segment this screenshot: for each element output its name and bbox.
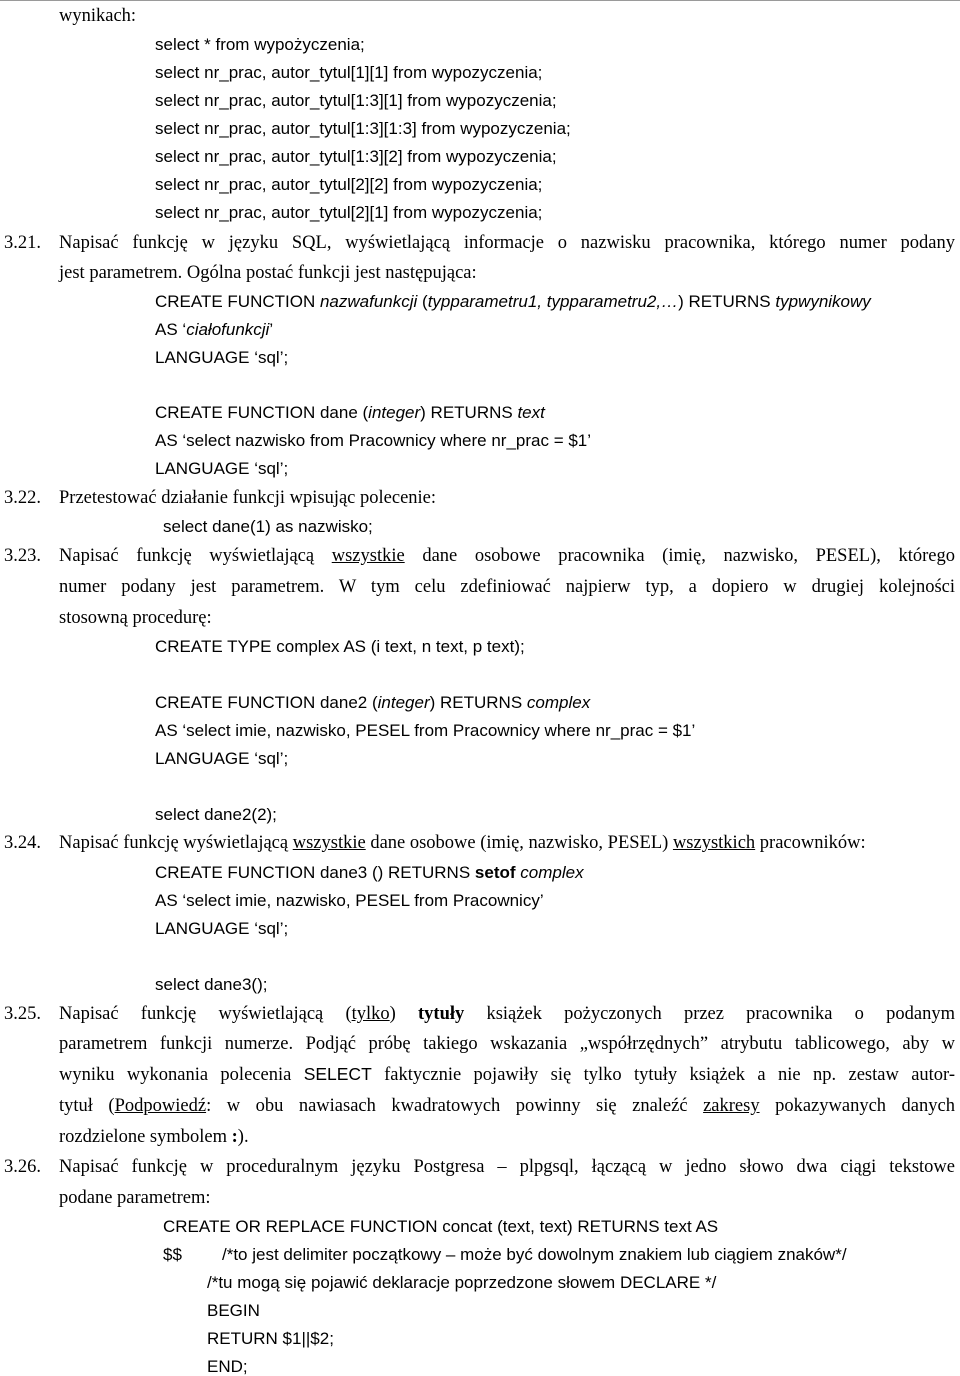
exercise-number: 3.21.: [4, 233, 41, 253]
code-line: END;: [207, 1357, 248, 1376]
exercise-text: Napisać funkcję wyświetlającą wszystkie dane osobowe pracownika (imię, nazwisko, PESEL), którego: [59, 546, 955, 566]
query-line: select * from wypożyczenia;: [155, 35, 365, 54]
exercise-number: 3.25.: [4, 1004, 41, 1024]
exercise-text: numer podany jest parametrem. W tym celu zdefiniować najpierw typ, a dopiero w drugiej kolejności: [59, 577, 955, 597]
code-line: AS ‘select imie, nazwisko, PESEL from Pracownicy’: [155, 891, 544, 910]
query-line: select nr_prac, autor_tytul[1:3][1] from wypozyczenia;: [155, 91, 557, 110]
query-line: select nr_prac, autor_tytul[2][1] from wypozyczenia;: [155, 203, 543, 222]
code-line: AS ‘select imie, nazwisko, PESEL from Pracownicy where nr_prac = $1’: [155, 721, 696, 740]
code-line: $$: [163, 1245, 182, 1264]
code-line: BEGIN: [207, 1301, 260, 1320]
exercise-text: Napisać funkcję wyświetlającą (tylko) tytuły książek pożyczonych przez pracownika o podanym: [59, 1004, 955, 1024]
query-line: select nr_prac, autor_tytul[1][1] from wypozyczenia;: [155, 63, 543, 82]
exercise-number: 3.24.: [4, 833, 41, 853]
code-line: CREATE FUNCTION dane3 () RETURNS setof complex: [155, 863, 584, 882]
query-line: select nr_prac, autor_tytul[1:3][2] from wypozyczenia;: [155, 147, 557, 166]
exercise-text: tytuł (Podpowiedź: w obu nawiasach kwadratowych powinny się znaleźć zakresy pokazywanych danych: [59, 1096, 955, 1116]
exercise-text: podane parametrem:: [59, 1188, 211, 1208]
exercise-text: Przetestować działanie funkcji wpisując polecenie:: [59, 488, 437, 508]
code-line: AS ‘ciałofunkcji’: [155, 320, 274, 339]
code-line: LANGUAGE ‘sql’;: [155, 919, 289, 938]
exercise-number: 3.23.: [4, 546, 41, 566]
exercise-text: stosowną procedurę:: [59, 608, 212, 628]
code-line: CREATE TYPE complex AS (i text, n text, p text);: [155, 637, 525, 656]
code-line: RETURN $1||$2;: [207, 1329, 334, 1348]
code-line: CREATE OR REPLACE FUNCTION concat (text, text) RETURNS text AS: [163, 1217, 719, 1236]
code-line: CREATE FUNCTION dane (integer) RETURNS text: [155, 403, 545, 422]
top-rule: [0, 0, 960, 1]
code-comment: /*to jest delimiter początkowy – może być dowolnym znakiem lub ciągiem znaków*/: [222, 1245, 847, 1264]
exercise-text: Napisać funkcję w języku SQL, wyświetlającą informacje o nazwisku pracownika, którego numer podany: [59, 233, 955, 253]
code-line: select dane3();: [155, 975, 268, 994]
query-line: select nr_prac, autor_tytul[2][2] from wypozyczenia;: [155, 175, 543, 194]
exercise-text: Napisać funkcję w proceduralnym języku Postgresa – plpgsql, łączącą w jedno słowo dwa ciągi tekstowe: [59, 1157, 955, 1177]
intro-text: wynikach:: [59, 6, 137, 26]
exercise-text: wyniku wykonania polecenia SELECT faktycznie pojawiły się tylko tytuły książek a nie np. zestaw autor-: [59, 1064, 955, 1085]
code-line: CREATE FUNCTION nazwafunkcji (typparametru1, typparametru2,…) RETURNS typwynikowy: [155, 292, 871, 311]
exercise-number: 3.22.: [4, 488, 41, 508]
exercise-text: parametrem funkcji numerze. Podjąć próbę takiego wskazania „współrzędnych” atrybutu tablicowego, aby w: [59, 1034, 955, 1054]
exercise-text: rozdzielone symbolem :).: [59, 1127, 249, 1147]
code-line: LANGUAGE ‘sql’;: [155, 459, 289, 478]
code-line: LANGUAGE ‘sql’;: [155, 348, 289, 367]
code-comment: /*tu mogą się pojawić deklaracje poprzedzone słowem DECLARE */: [207, 1273, 717, 1292]
exercise-text: jest parametrem. Ogólna postać funkcji jest następująca:: [59, 263, 477, 283]
code-line: select dane(1) as nazwisko;: [163, 517, 373, 536]
query-line: select nr_prac, autor_tytul[1:3][1:3] from wypozyczenia;: [155, 119, 571, 138]
code-line: CREATE FUNCTION dane2 (integer) RETURNS complex: [155, 693, 591, 712]
exercise-number: 3.26.: [4, 1157, 41, 1177]
code-line: select dane2(2);: [155, 805, 277, 824]
exercise-text: Napisać funkcję wyświetlającą wszystkie dane osobowe (imię, nazwisko, PESEL) wszystkich pracowników:: [59, 833, 866, 853]
code-line: LANGUAGE ‘sql’;: [155, 749, 289, 768]
code-line: AS ‘select nazwisko from Pracownicy where nr_prac = $1’: [155, 431, 592, 450]
